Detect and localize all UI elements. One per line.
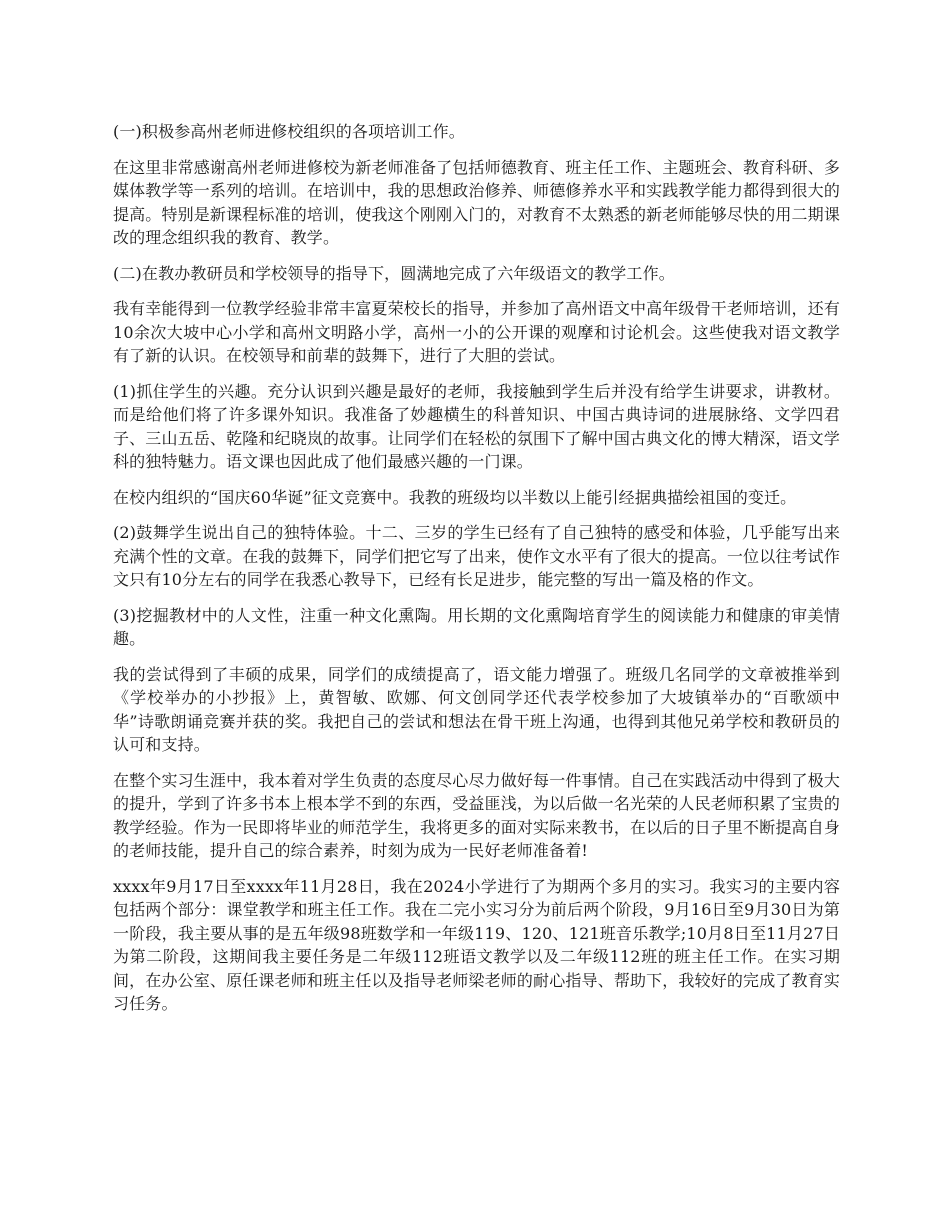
paragraph-9: 我的尝试得到了丰硕的成果，同学们的成绩提高了，语文能力增强了。班级几名同学的文章被推举到《学校举办的小抄报》上，黄智敏、欧娜、何文创同学还代表学校参加了大坡镇举办的“百歌颂中华”诗歌朗诵竞赛并获的奖。我把自己的尝试和想法在骨干班上沟通，也得到其他兄弟学校和教研员的认可和支持。 [113, 664, 840, 754]
paragraph-7: (2)鼓舞学生说出自己的独特体验。十二、三岁的学生已经有了自己独特的感受和体验，几乎能写出来充满个性的文章。在我的鼓舞下，同学们把它写了出来，使作文水平有了很大的提高。一位以往考试作文只有10分左右的同学在我悉心教导下，已经有长足进步，能完整的写出一篇及格的作文。 [113, 523, 840, 589]
paragraph-10: 在整个实习生涯中，我本着对学生负责的态度尽心尽力做好每一件事情。自己在实践活动中得到了极大的提升，学到了许多书本上根本学不到的东西，受益匪浅，为以后做一名光荣的人民老师积累了宝贵的教学经验。作为一民即将毕业的师范学生，我将更多的面对实际来教书，在以后的日子里不断提高自身的老师技能，提升自己的综合素养，时刻为成为一民好老师准备着! [113, 770, 840, 860]
paragraph-11: xxxx年9月17日至xxxx年11月28日，我在2024小学进行了为期两个多月的实习。我实习的主要内容包括两个部分：课堂教学和班主任工作。我在二完小实习分为前后两个阶段，9月16日至9月30日为第一阶段，我主要从事的是五年级98班数学和一年级119、120、121班音乐教学;10月8日至11月27日为第二阶段，这期间我主要任务是二年级112班语文教学以及二年级112班的班主任工作。在实习期间，在办公室、原任课老师和班主任以及指导老师梁老师的耐心指导、帮助下，我较好的完成了教育实习任务。 [113, 876, 840, 1013]
paragraph-5: (1)抓住学生的兴趣。充分认识到兴趣是最好的老师，我接触到学生后并没有给学生讲要求，讲教材。而是给他们将了许多课外知识。我准备了妙趣横生的科普知识、中国古典诗词的进展脉络、文学四君子、三山五岳、乾隆和纪晓岚的故事。让同学们在轻松的氛围下了解中国古典文化的博大精深，语文学科的独特魅力。语文课也因此成了他们最感兴趣的一门课。 [113, 381, 840, 471]
paragraph-3: (二)在教办教研员和学校领导的指导下，圆满地完成了六年级语文的教学工作。 [113, 263, 675, 283]
paragraph-1: (一)积极参高州老师进修校组织的各项培训工作。 [113, 122, 465, 141]
paragraph-2: 在这里非常感谢高州老师进修校为新老师准备了包括师德教育、班主任工作、主题班会、教育科研、多媒体教学等一系列的培训。在培训中，我的思想政治修养、师德修养水平和实践教学能力都得到很大的提高。特别是新课程标准的培训，使我这个刚刚入门的，对教育不太熟悉的新老师能够尽快的用二期课改的理念组织我的教育、教学。 [113, 157, 840, 247]
paragraph-8: (3)挖掘教材中的人文性，注重一种文化熏陶。用长期的文化熏陶培育学生的阅读能力和健康的审美情趣。 [113, 605, 840, 648]
paragraph-6: 在校内组织的“国庆60华诞”征文竞赛中。我教的班级均以半数以上能引经据典描绘祖国的变迁。 [113, 487, 797, 507]
paragraph-4: 我有幸能得到一位教学经验非常丰富夏荣校长的指导，并参加了高州语文中高年级骨干老师培训，还有10余次大坡中心小学和高州文明路小学，高州一小的公开课的观摩和讨论机会。这些使我对语文教学有了新的认识。在校领导和前辈的鼓舞下，进行了大胆的尝试。 [113, 299, 840, 365]
document-body [113, 120, 840, 1028]
